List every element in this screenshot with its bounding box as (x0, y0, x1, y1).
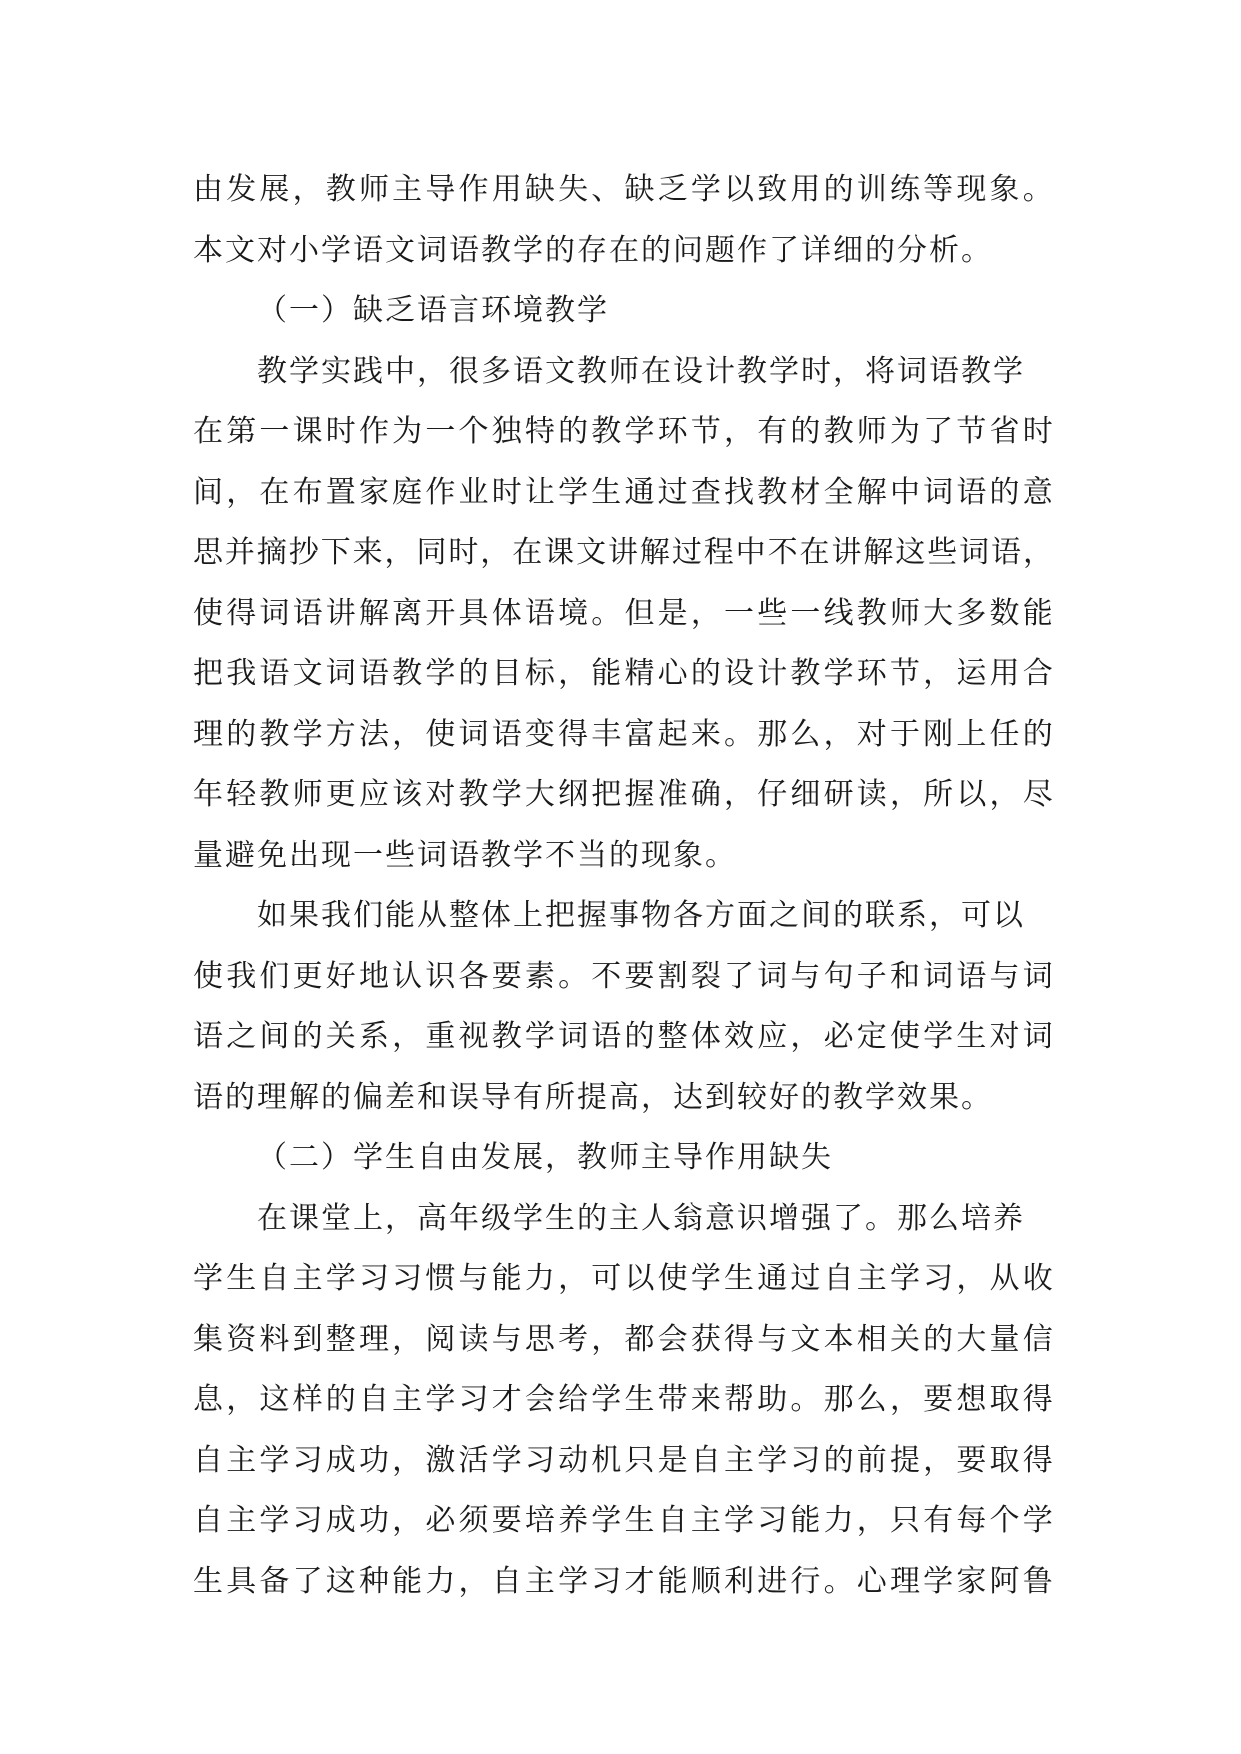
text-line: 学 生 自 主 学 习 习 惯 与 能 力 ， 可 以 使 学 生 通 过 自 主 学 习 ， 从 收 (193, 1261, 1053, 1296)
text-line: 量避免出现一些词语教学不当的现象。 (193, 837, 737, 873)
text-line: 自 主 学 习 成 功 ， 激 活 学 习 动 机 只 是 自 主 学 习 的 前 提 ， 要 取 得 (193, 1442, 1053, 1478)
text-line: 集 资 料 到 整 理 ， 阅 读 与 思 考 ， 都 会 获 得 与 文 本 相 关 的 大 量 信 (193, 1321, 1053, 1357)
text-line: 由 发 展 ， 教 师 主 导 作 用 缺 失 、 缺 乏 学 以 致 用 的 训 练 等 现 象 。 (193, 172, 1053, 207)
text-line: 本文对小学语文词语教学的存在的问题作了详细的分析。 (193, 232, 993, 268)
text-line: 在课堂上，高年级学生的主人翁意识增强了。那么培养 (257, 1200, 1025, 1236)
text-line: 生 具 备 了 这 种 能 力 ， 自 主 学 习 才 能 顺 利 进 行 。 心 理 学 家 阿 鲁 (193, 1563, 1053, 1599)
text-line: 教学实践中，很多语文教师在设计教学时，将词语教学 (257, 353, 1025, 389)
section-heading: （一）缺乏语言环境教学 (257, 293, 609, 328)
body-text (193, 160, 1053, 1612)
text-line: 如果我们能从整体上把握事物各方面之间的联系，可以 (257, 898, 1025, 933)
text-line: 年 轻 教 师 更 应 该 对 教 学 大 纲 把 握 准 确 ， 仔 细 研 读 ， 所 以 ， 尽 (193, 777, 1053, 812)
text-line: 在 第 一 课 时 作 为 一 个 独 特 的 教 学 环 节 ， 有 的 教 师 为 了 节 省 时 (193, 414, 1053, 449)
text-line: 间 ， 在 布 置 家 庭 作 业 时 让 学 生 通 过 查 找 教 材 全 解 中 词 语 的 意 (193, 474, 1053, 510)
text-line: 自 主 学 习 成 功 ， 必 须 要 培 养 学 生 自 主 学 习 能 力 ， 只 有 每 个 学 (193, 1503, 1053, 1538)
text-line: 思 并 摘 抄 下 来 ， 同 时 ， 在 课 文 讲 解 过 程 中 不 在 讲 解 这 些 词 语 ， (193, 535, 1053, 570)
section-heading: （二）学生自由发展，教师主导作用缺失 (257, 1140, 833, 1175)
text-line: 语的理解的偏差和误导有所提高，达到较好的教学效果。 (193, 1079, 993, 1115)
text-line: 使 我 们 更 好 地 认 识 各 要 素 。 不 要 割 裂 了 词 与 句 子 和 词 语 与 词 (193, 958, 1053, 994)
text-line: 理 的 教 学 方 法 ， 使 词 语 变 得 丰 富 起 来 。 那 么 ， 对 于 刚 上 任 的 (193, 716, 1053, 752)
text-line: 语 之 间 的 关 系 ， 重 视 教 学 词 语 的 整 体 效 应 ， 必 定 使 学 生 对 词 (193, 1019, 1053, 1054)
text-line: 把 我 语 文 词 语 教 学 的 目 标 ， 能 精 心 的 设 计 教 学 环 节 ， 运 用 合 (193, 656, 1053, 691)
text-line: 使 得 词 语 讲 解 离 开 具 体 语 境 。 但 是 ， 一 些 一 线 教 师 大 多 数 能 (193, 595, 1053, 631)
text-line: 息 ， 这 样 的 自 主 学 习 才 会 给 学 生 带 来 帮 助 。 那 么 ， 要 想 取 得 (193, 1382, 1053, 1417)
